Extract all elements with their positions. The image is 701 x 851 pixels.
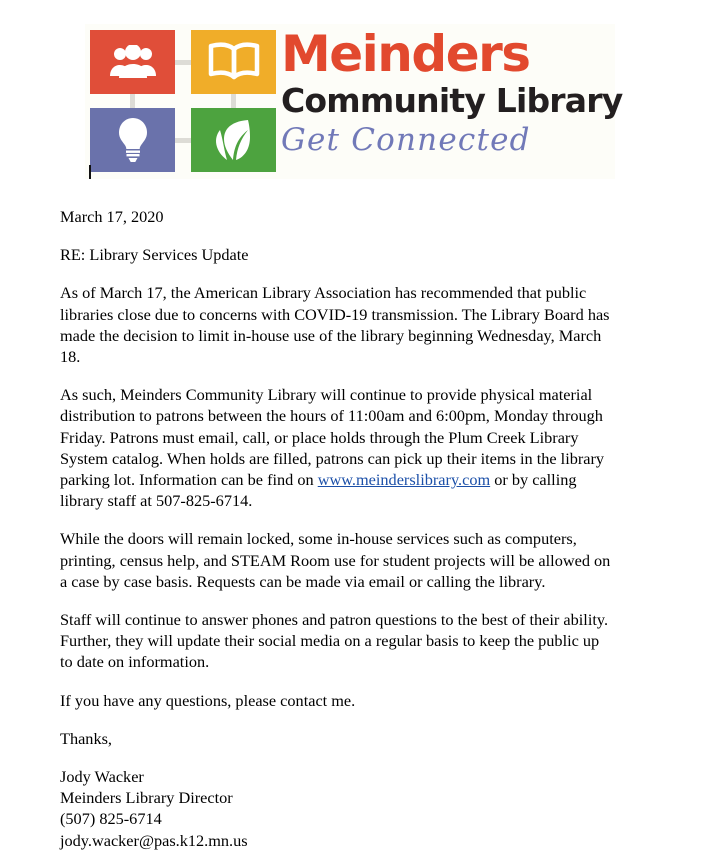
- leaf-icon: [212, 118, 256, 162]
- paragraph-closure-notice: As of March 17, the American Library Association has recommended that public libraries close due to concerns with COVID-19 transmission. The Library Board has made the decision to limit in-house use of the library beginning Wednesday, March 18.: [60, 283, 610, 367]
- library-logo-grid: [90, 30, 276, 172]
- paragraph-staff-updates: Staff will continue to answer phones and patron questions to the best of their ability. Further, they will update their social media on a regular basis to keep the public up to date on information.: [60, 610, 609, 672]
- leaf-tile: [191, 108, 276, 172]
- signature-phone: (507) 825-6714: [60, 809, 162, 829]
- connector-right-vertical: [231, 94, 236, 108]
- signature-title: Meinders Library Director: [60, 788, 233, 808]
- letter-closing: Thanks,: [60, 728, 112, 748]
- signature-email: jody.wacker@pas.k12.mn.us: [60, 830, 248, 850]
- letter-date: March 17, 2020: [60, 207, 164, 226]
- paragraph-contact-invite: If you have any questions, please contact me.: [60, 690, 356, 710]
- logo-name-secondary: Community Library: [281, 81, 623, 120]
- paragraph2-text-after-link: or by calling library staff at 507-825-6714.: [60, 470, 577, 511]
- logo-name-primary: Meinders: [281, 25, 530, 83]
- book-tile: [191, 30, 276, 94]
- letterhead: [85, 24, 623, 179]
- open-book-icon: [207, 42, 261, 82]
- signature-block: [60, 766, 613, 851]
- paragraph-in-house-services: While the doors will remain locked, some in-house services such as computers, printing, census help, and STEAM Room use for student projects will be allowed on a case by case basis. Requests can be made via email or calling the library.: [60, 529, 611, 591]
- connector-bottom-horizontal: [175, 138, 191, 143]
- people-icon: [109, 45, 157, 79]
- logo-tagline: Get Connected: [281, 122, 531, 158]
- lightbulb-icon: [116, 117, 150, 163]
- signature-name: Jody Wacker: [60, 767, 144, 787]
- logo-wordmark: [281, 25, 623, 160]
- letter-subject: RE: Library Services Update: [60, 245, 249, 265]
- connector-top-horizontal: [175, 60, 191, 65]
- library-website-link[interactable]: www.meinderslibrary.com: [317, 470, 491, 490]
- paragraph2-text-before-link: As such, Meinders Community Library will continue to provide physical material distribution to patrons between the hours of 11:00am and 6:00pm, Monday through Friday. Patrons must email, call, or place holds through the Plum Creek Library System catalog. When holds are filled, patrons can pick up their items in the library parking lot. Information can be find on: [60, 385, 605, 490]
- letter-body: [60, 206, 613, 851]
- paragraph-distribution-info: [60, 384, 613, 511]
- connector-left-vertical: [130, 94, 135, 108]
- text-cursor-artifact: [89, 165, 91, 179]
- lightbulb-tile: [90, 108, 175, 172]
- people-tile: [90, 30, 175, 94]
